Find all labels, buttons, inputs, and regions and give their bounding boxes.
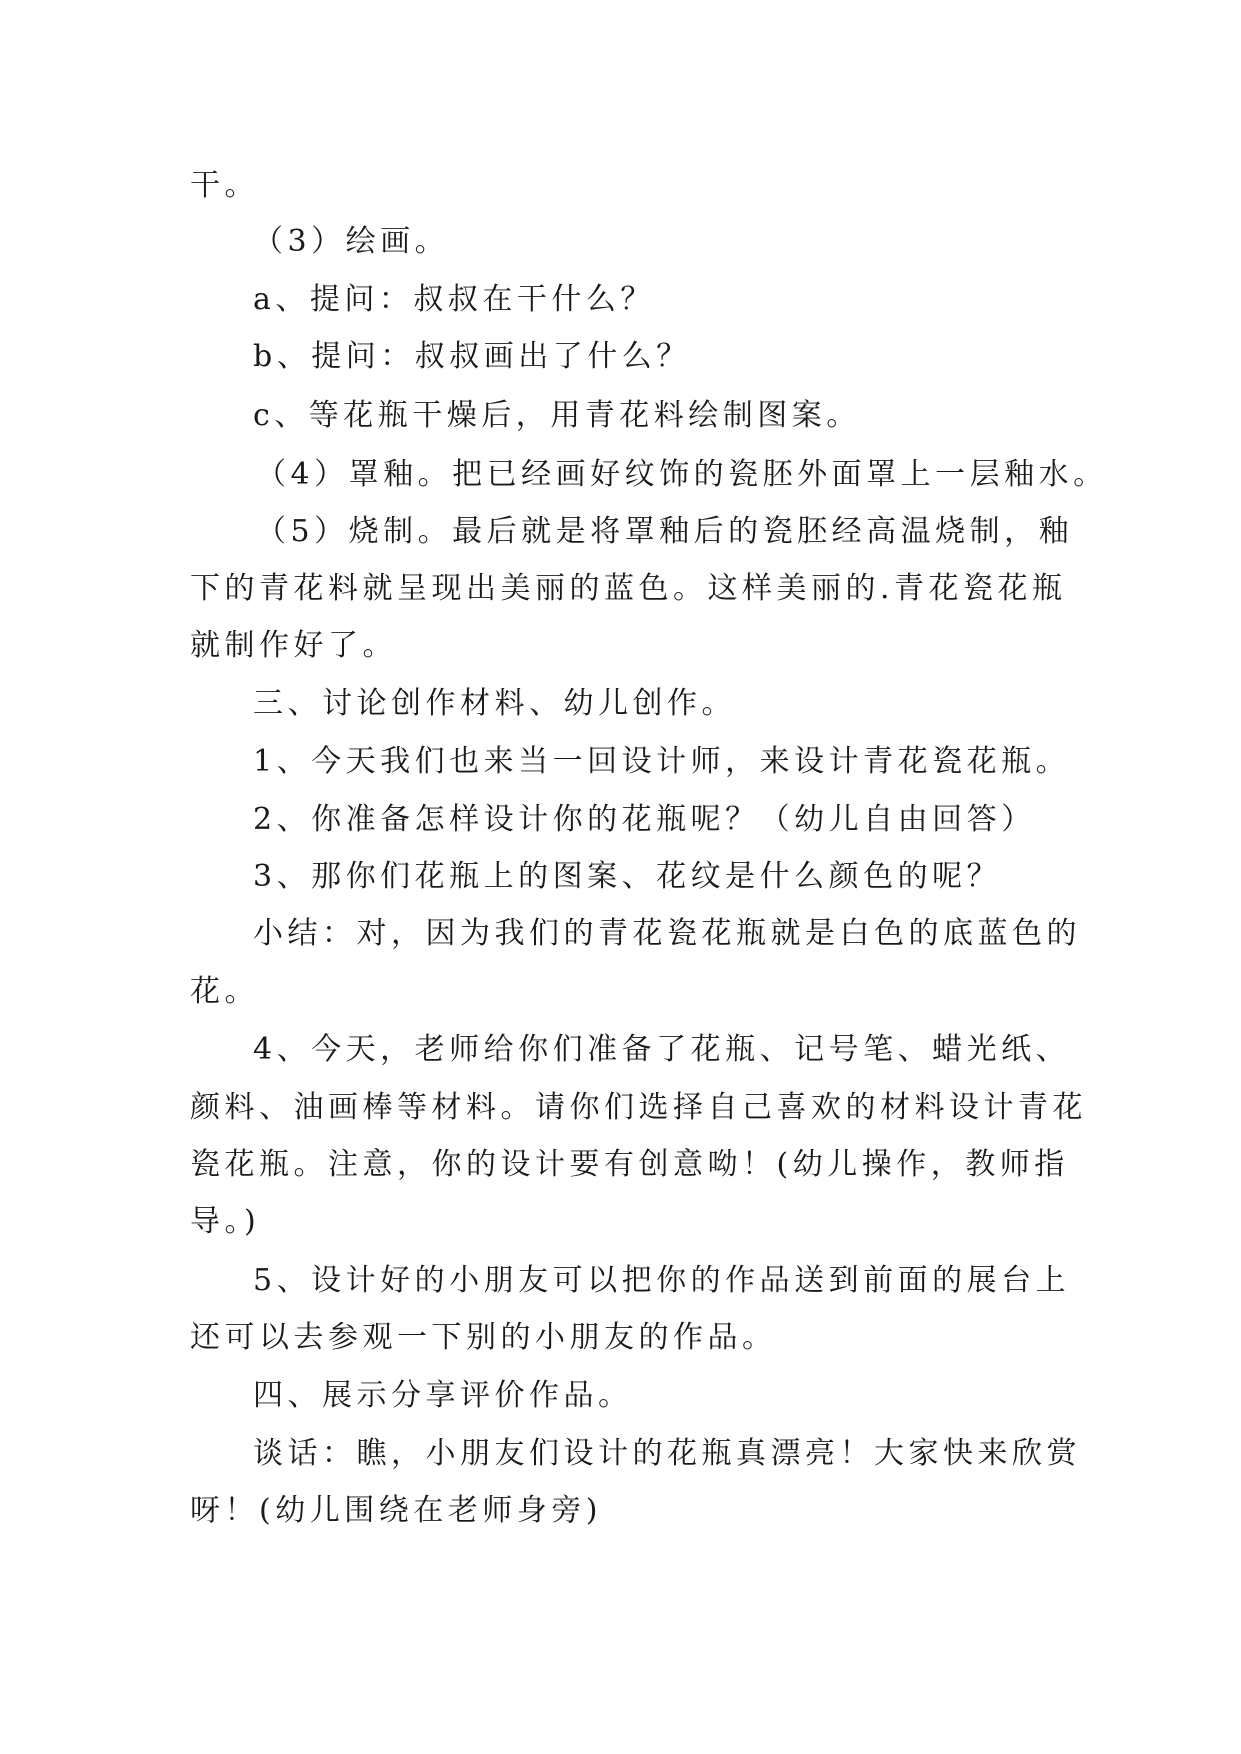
text-line: 呀！(幼儿围绕在老师身旁) bbox=[190, 1493, 602, 1528]
text-line: b、提问：叔叔画出了什么？ bbox=[253, 339, 691, 374]
section-heading: 四、展示分享评价作品。 bbox=[253, 1378, 633, 1413]
text-line: a、提问：叔叔在干什么？ bbox=[253, 282, 655, 317]
text-line: （5）烧制。最后就是将罩釉后的瓷胚经高温烧制，釉 bbox=[256, 514, 1074, 549]
text-line: 小结：对，因为我们的青花瓷花瓶就是白色的底蓝色的 bbox=[253, 916, 1081, 951]
text-line: 导。) bbox=[190, 1204, 261, 1239]
section-heading: 三、讨论创作材料、幼儿创作。 bbox=[253, 686, 736, 721]
text-line: 花。 bbox=[190, 974, 259, 1009]
text-line: c、等花瓶干燥后，用青花料绘制图案。 bbox=[253, 398, 861, 433]
text-line: 2、你准备怎样设计你的花瓶呢？（幼儿自由回答） bbox=[253, 802, 1036, 837]
text-line: 1、今天我们也来当一回设计师，来设计青花瓷花瓶。 bbox=[253, 744, 1071, 779]
text-line: 谈话：瞧，小朋友们设计的花瓶真漂亮！大家快来欣赏 bbox=[253, 1436, 1081, 1471]
text-line: 瓷花瓶。注意，你的设计要有创意呦！(幼儿操作，教师指 bbox=[190, 1147, 1069, 1182]
text-line: 干。 bbox=[190, 168, 259, 203]
text-line: 下的青花料就呈现出美丽的蓝色。这样美丽的.青花瓷花瓶 bbox=[190, 571, 1067, 606]
text-line: 就制作好了。 bbox=[190, 628, 397, 663]
text-line: 5、设计好的小朋友可以把你的作品送到前面的展台上 bbox=[253, 1263, 1071, 1298]
text-line: 4、今天，老师给你们准备了花瓶、记号笔、蜡光纸、 bbox=[253, 1032, 1071, 1067]
text-line: 3、那你们花瓶上的图案、花纹是什么颜色的呢？ bbox=[253, 859, 1002, 894]
text-line: 颜料、油画棒等材料。请你们选择自己喜欢的材料设计青花 bbox=[190, 1090, 1087, 1125]
text-line: （4）罩釉。把已经画好纹饰的瓷胚外面罩上一层釉水。 bbox=[256, 457, 1108, 492]
text-line: 还可以去参观一下别的小朋友的作品。 bbox=[190, 1320, 777, 1355]
text-line: （3）绘画。 bbox=[253, 224, 450, 259]
